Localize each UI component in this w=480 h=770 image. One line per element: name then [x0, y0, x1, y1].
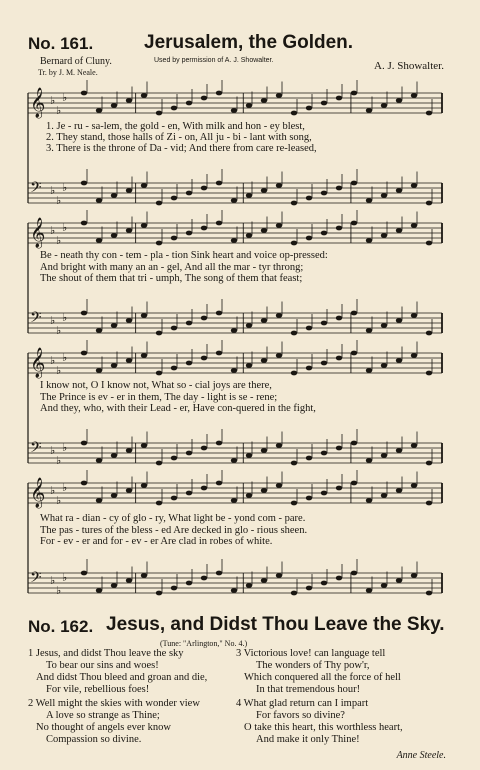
note-head: [411, 183, 417, 188]
stanza-line: 2 Well might the skies with wonder view: [28, 698, 200, 709]
note-head: [231, 198, 237, 203]
stanza-line: For vile, rebellious foes!: [46, 684, 150, 695]
note-head: [96, 498, 102, 503]
stanza: [236, 698, 403, 746]
note-head: [216, 181, 222, 186]
note-head: [306, 106, 312, 111]
hymn-attribution: Anne Steele.: [396, 750, 446, 761]
note-head: [411, 313, 417, 318]
note-head: [111, 103, 117, 108]
note-head: [186, 321, 192, 326]
note-head: [351, 91, 357, 96]
note-head: [216, 481, 222, 486]
note-head: [126, 578, 132, 583]
note-head: [231, 108, 237, 113]
note-head: [141, 443, 147, 448]
note-head: [141, 573, 147, 578]
flat-icon: ♭: [50, 94, 56, 107]
note-head: [366, 108, 372, 113]
note-head: [81, 481, 87, 486]
lyric-line: 2. They stand, those halls of Zi - on, All ju - bi - lant with song,: [46, 132, 312, 143]
note-head: [426, 501, 432, 506]
permission-note: Used by permission of A. J. Showalter.: [154, 57, 274, 64]
note-head: [96, 238, 102, 243]
note-head: [321, 191, 327, 196]
lyric-line: The shout of them that tri - umph, The song of them that feast;: [40, 273, 303, 284]
bass-clef-icon: 𝄢: [30, 439, 42, 460]
lyric-line: And they, who, with their Lead - er, Have con-quered in the fight,: [40, 403, 316, 414]
lyric-line: 3. There is the throne of Da - vid; And there from care re-leased,: [46, 143, 317, 154]
flat-icon: ♭: [56, 234, 62, 247]
note-head: [96, 458, 102, 463]
flat-icon: ♭: [50, 224, 56, 237]
bass-clef-icon: 𝄢: [30, 309, 42, 330]
note-head: [231, 588, 237, 593]
note-head: [261, 228, 267, 233]
note-head: [171, 326, 177, 331]
note-head: [141, 183, 147, 188]
bass-clef-icon: 𝄢: [30, 179, 42, 200]
stanza-line: 3 Victorious love! can language tell: [236, 648, 386, 659]
note-head: [336, 96, 342, 101]
note-head: [291, 241, 297, 246]
note-head: [366, 588, 372, 593]
bass-staff: [28, 429, 442, 467]
flat-icon: ♭: [62, 311, 68, 324]
music-system-4: [0, 470, 480, 610]
note-head: [96, 588, 102, 593]
note-head: [156, 591, 162, 596]
note-head: [291, 371, 297, 376]
note-head: [426, 111, 432, 116]
treble-clef-icon: 𝄞: [30, 88, 46, 118]
note-head: [111, 363, 117, 368]
note-head: [156, 241, 162, 246]
note-head: [81, 351, 87, 356]
lyric-line: What ra - dian - cy of glo - ry, What light be - yond com - pare.: [40, 513, 306, 524]
bass-clef-icon: 𝄢: [30, 569, 42, 590]
music-system-1: [0, 80, 480, 220]
note-head: [381, 493, 387, 498]
flat-icon: ♭: [56, 324, 62, 337]
note-head: [141, 353, 147, 358]
bass-staff: [28, 299, 442, 337]
note-head: [126, 488, 132, 493]
flat-icon: ♭: [62, 441, 68, 454]
note-head: [216, 351, 222, 356]
treble-clef-icon: 𝄞: [30, 218, 46, 248]
note-head: [111, 323, 117, 328]
note-head: [201, 486, 207, 491]
flat-icon: ♭: [56, 104, 62, 117]
lyric-line: The Prince is ev - er in them, The day - light is se - rene;: [40, 392, 278, 403]
note-head: [156, 501, 162, 506]
note-head: [81, 91, 87, 96]
note-head: [291, 461, 297, 466]
note-head: [321, 231, 327, 236]
flat-icon: ♭: [56, 454, 62, 467]
note-head: [261, 358, 267, 363]
flat-icon: ♭: [50, 314, 56, 327]
note-head: [216, 91, 222, 96]
note-head: [126, 358, 132, 363]
note-head: [396, 98, 402, 103]
note-head: [201, 226, 207, 231]
stanza-line: In that tremendous hour!: [256, 684, 361, 695]
note-head: [111, 233, 117, 238]
note-head: [381, 193, 387, 198]
note-head: [396, 358, 402, 363]
stanza-line: For favors so divine?: [256, 710, 345, 721]
note-head: [111, 453, 117, 458]
note-head: [261, 578, 267, 583]
flat-icon: ♭: [62, 91, 68, 104]
note-head: [81, 571, 87, 576]
lyric-line: 1. Je - ru - sa-lem, the gold - en, With milk and hon - ey blest,: [46, 121, 305, 132]
note-head: [186, 491, 192, 496]
note-head: [156, 371, 162, 376]
note-head: [306, 456, 312, 461]
treble-clef-icon: 𝄞: [30, 348, 46, 378]
stanza-line: And make it only Thine!: [256, 734, 360, 745]
note-head: [351, 221, 357, 226]
composer: A. J. Showalter.: [374, 60, 444, 72]
note-head: [126, 228, 132, 233]
note-head: [336, 576, 342, 581]
note-head: [291, 501, 297, 506]
note-head: [276, 183, 282, 188]
stanza: [28, 648, 207, 696]
note-head: [171, 366, 177, 371]
flat-icon: ♭: [62, 571, 68, 584]
note-head: [276, 313, 282, 318]
note-head: [246, 103, 252, 108]
note-head: [306, 236, 312, 241]
note-head: [171, 196, 177, 201]
flat-icon: ♭: [62, 181, 68, 194]
note-head: [291, 331, 297, 336]
note-head: [351, 311, 357, 316]
note-head: [306, 366, 312, 371]
note-head: [201, 446, 207, 451]
note-head: [396, 448, 402, 453]
note-head: [276, 483, 282, 488]
bass-staff: [28, 169, 442, 207]
note-head: [156, 111, 162, 116]
note-head: [291, 591, 297, 596]
note-head: [186, 451, 192, 456]
note-head: [246, 453, 252, 458]
flat-icon: ♭: [56, 584, 62, 597]
stanza-line: Compassion so divine.: [46, 734, 142, 745]
flat-icon: ♭: [56, 194, 62, 207]
note-head: [411, 223, 417, 228]
note-head: [96, 198, 102, 203]
note-head: [156, 461, 162, 466]
lyric-line: Be - neath thy con - tem - pla - tion Sink heart and voice op-pressed:: [40, 250, 328, 261]
note-head: [276, 573, 282, 578]
note-head: [171, 496, 177, 501]
stanza-line: The wonders of Thy pow'r,: [256, 660, 370, 671]
lyric-line: And bright with many an an - gel, And all the mar - tyr throng;: [40, 262, 304, 273]
stanza: [28, 698, 200, 746]
flat-icon: ♭: [62, 481, 68, 494]
flat-icon: ♭: [50, 444, 56, 457]
note-head: [381, 363, 387, 368]
note-head: [306, 196, 312, 201]
note-head: [231, 328, 237, 333]
note-head: [291, 201, 297, 206]
note-head: [96, 108, 102, 113]
stanza: [236, 648, 401, 696]
note-head: [261, 188, 267, 193]
stanza-line: 4 What glad return can I impart: [236, 698, 369, 709]
note-head: [246, 323, 252, 328]
note-head: [426, 331, 432, 336]
hymn-161-header: [28, 32, 448, 56]
treble-staff: [28, 80, 442, 119]
translator: Tr. by J. M. Neale.: [38, 68, 98, 77]
note-head: [276, 443, 282, 448]
note-head: [126, 98, 132, 103]
note-head: [171, 586, 177, 591]
hymn-title: Jerusalem, the Golden.: [144, 32, 354, 53]
stanza-line: 1 Jesus, and didst Thou leave the sky: [28, 648, 184, 659]
note-head: [336, 446, 342, 451]
note-head: [306, 586, 312, 591]
music-system-3: [0, 340, 480, 480]
note-head: [411, 93, 417, 98]
note-head: [81, 181, 87, 186]
note-head: [396, 188, 402, 193]
note-head: [186, 361, 192, 366]
flat-icon: ♭: [50, 574, 56, 587]
note-head: [306, 326, 312, 331]
tune-reference: (Tune: "Arlington," No. 4.): [160, 639, 248, 648]
note-head: [246, 583, 252, 588]
note-head: [276, 223, 282, 228]
note-head: [201, 576, 207, 581]
note-head: [426, 201, 432, 206]
note-head: [366, 498, 372, 503]
note-head: [261, 448, 267, 453]
note-head: [201, 186, 207, 191]
note-head: [246, 363, 252, 368]
note-head: [396, 228, 402, 233]
note-head: [411, 353, 417, 358]
note-head: [261, 488, 267, 493]
stanza-line: A love so strange as Thine;: [46, 710, 160, 721]
note-head: [381, 453, 387, 458]
note-head: [156, 201, 162, 206]
note-head: [411, 443, 417, 448]
treble-staff: [28, 210, 442, 249]
note-head: [366, 238, 372, 243]
hymn-credits: [28, 56, 450, 82]
lyric-line: The pas - tures of the bless - ed Are decked in glo - rious sheen.: [40, 525, 308, 536]
note-head: [171, 456, 177, 461]
note-head: [231, 238, 237, 243]
note-head: [276, 353, 282, 358]
note-head: [141, 223, 147, 228]
note-head: [231, 498, 237, 503]
note-head: [96, 368, 102, 373]
hymn-title: Jesus, and Didst Thou Leave the Sky.: [106, 614, 445, 635]
note-head: [171, 236, 177, 241]
hymn-number: No. 162.: [28, 617, 94, 636]
music-system-2: [0, 210, 480, 350]
note-head: [246, 233, 252, 238]
note-head: [111, 583, 117, 588]
hymn-number: No. 161.: [28, 34, 94, 53]
note-head: [321, 451, 327, 456]
note-head: [156, 331, 162, 336]
note-head: [426, 241, 432, 246]
note-head: [321, 101, 327, 106]
note-head: [246, 493, 252, 498]
note-head: [336, 316, 342, 321]
note-head: [126, 188, 132, 193]
note-head: [426, 591, 432, 596]
note-head: [126, 318, 132, 323]
stanza-line: And didst Thou bleed and groan and die,: [36, 672, 208, 683]
note-head: [201, 316, 207, 321]
note-head: [216, 571, 222, 576]
flat-icon: ♭: [62, 221, 68, 234]
note-head: [396, 578, 402, 583]
note-head: [306, 496, 312, 501]
note-head: [366, 368, 372, 373]
note-head: [276, 93, 282, 98]
note-head: [321, 321, 327, 326]
note-head: [81, 221, 87, 226]
note-head: [231, 368, 237, 373]
note-head: [351, 181, 357, 186]
stanza-line: To bear our sins and woes!: [46, 660, 159, 671]
note-head: [381, 583, 387, 588]
note-head: [411, 483, 417, 488]
note-head: [111, 493, 117, 498]
note-head: [351, 441, 357, 446]
note-head: [201, 96, 207, 101]
note-head: [381, 103, 387, 108]
flat-icon: ♭: [50, 184, 56, 197]
note-head: [351, 351, 357, 356]
stanza-line: Which conquered all the force of hell: [244, 672, 401, 683]
treble-staff: [28, 470, 442, 509]
note-head: [171, 106, 177, 111]
note-head: [141, 483, 147, 488]
note-head: [381, 323, 387, 328]
note-head: [261, 98, 267, 103]
treble-staff: [28, 340, 442, 379]
note-head: [201, 356, 207, 361]
note-head: [366, 198, 372, 203]
note-head: [321, 581, 327, 586]
note-head: [96, 328, 102, 333]
flat-icon: ♭: [50, 484, 56, 497]
note-head: [426, 371, 432, 376]
note-head: [216, 441, 222, 446]
note-head: [141, 313, 147, 318]
note-head: [216, 221, 222, 226]
note-head: [111, 193, 117, 198]
note-head: [321, 491, 327, 496]
note-head: [186, 191, 192, 196]
note-head: [411, 573, 417, 578]
note-head: [336, 486, 342, 491]
flat-icon: ♭: [56, 494, 62, 507]
flat-icon: ♭: [62, 351, 68, 364]
note-head: [336, 186, 342, 191]
note-head: [261, 318, 267, 323]
flat-icon: ♭: [50, 354, 56, 367]
note-head: [366, 458, 372, 463]
flat-icon: ♭: [56, 364, 62, 377]
note-head: [351, 481, 357, 486]
note-head: [366, 328, 372, 333]
lyric-line: For - ev - er and for - ev - er Are clad in robes of white.: [40, 536, 273, 547]
note-head: [186, 581, 192, 586]
note-head: [186, 231, 192, 236]
note-head: [336, 356, 342, 361]
hymn-162-header: [28, 614, 458, 640]
note-head: [336, 226, 342, 231]
note-head: [126, 448, 132, 453]
note-head: [321, 361, 327, 366]
note-head: [231, 458, 237, 463]
bass-staff: [28, 559, 442, 597]
note-head: [396, 488, 402, 493]
note-head: [381, 233, 387, 238]
lyric-line: I know not, O I know not, What so - cial joys are there,: [40, 380, 272, 391]
note-head: [246, 193, 252, 198]
note-head: [141, 93, 147, 98]
note-head: [216, 311, 222, 316]
note-head: [291, 111, 297, 116]
lyrics-author: Bernard of Cluny.: [40, 56, 112, 67]
stanza-line: O take this heart, this worthless heart,: [244, 722, 403, 733]
note-head: [186, 101, 192, 106]
note-head: [81, 311, 87, 316]
note-head: [351, 571, 357, 576]
stanza-line: No thought of angels ever know: [36, 722, 172, 733]
note-head: [426, 461, 432, 466]
note-head: [396, 318, 402, 323]
treble-clef-icon: 𝄞: [30, 478, 46, 508]
note-head: [81, 441, 87, 446]
